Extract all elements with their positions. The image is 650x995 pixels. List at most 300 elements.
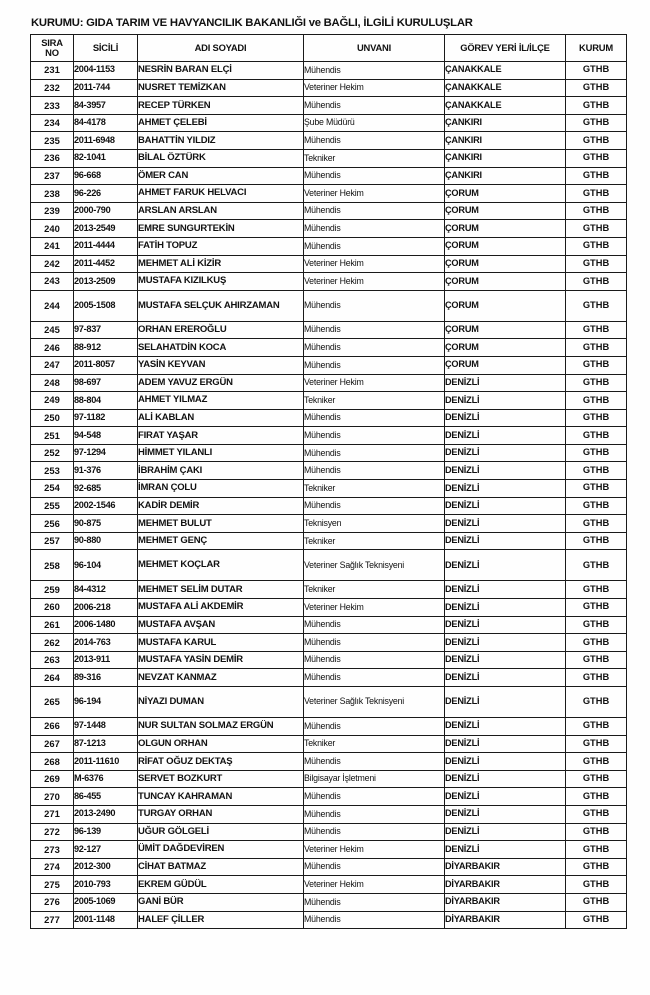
cell-kurum: GTHB xyxy=(566,532,627,550)
table-row xyxy=(31,202,627,220)
cell-sicili: 2006-218 xyxy=(74,599,138,617)
cell-gorev-yeri: DİYARBAKIR xyxy=(445,876,566,894)
column-header-unvani: UNVANI xyxy=(304,35,445,62)
table-row xyxy=(31,735,627,753)
cell-kurum: GTHB xyxy=(566,858,627,876)
cell-gorev-yeri: ÇANAKKALE xyxy=(445,97,566,115)
cell-kurum: GTHB xyxy=(566,634,627,652)
cell-adi-soyadi: RECEP TÜRKEN xyxy=(138,97,304,115)
cell-adi-soyadi: MUSTAFA KIZILKUŞ xyxy=(138,273,304,291)
cell-unvani: Veteriner Hekim xyxy=(304,374,445,392)
table-row xyxy=(31,718,627,736)
cell-adi-soyadi: MEHMET BULUT xyxy=(138,515,304,533)
cell-gorev-yeri: ÇORUM xyxy=(445,202,566,220)
cell-kurum: GTHB xyxy=(566,876,627,894)
cell-unvani: Tekniker xyxy=(304,581,445,599)
cell-sira-no: 234 xyxy=(31,114,74,132)
cell-sira-no: 252 xyxy=(31,444,74,462)
table-row xyxy=(31,132,627,150)
cell-kurum: GTHB xyxy=(566,753,627,771)
cell-kurum: GTHB xyxy=(566,599,627,617)
cell-unvani: Mühendis xyxy=(304,62,445,80)
cell-kurum: GTHB xyxy=(566,237,627,255)
cell-sicili: 89-316 xyxy=(74,669,138,687)
cell-adi-soyadi: SELAHATDİN KOCA xyxy=(138,339,304,357)
cell-kurum: GTHB xyxy=(566,167,627,185)
cell-adi-soyadi: TURGAY ORHAN xyxy=(138,805,304,823)
cell-sicili: 91-376 xyxy=(74,462,138,480)
cell-kurum: GTHB xyxy=(566,805,627,823)
cell-sicili: 2010-793 xyxy=(74,876,138,894)
cell-adi-soyadi: FATİH TOPUZ xyxy=(138,237,304,255)
table-row xyxy=(31,220,627,238)
cell-unvani: Veteriner Hekim xyxy=(304,599,445,617)
cell-sira-no: 239 xyxy=(31,202,74,220)
cell-unvani: Mühendis xyxy=(304,718,445,736)
cell-adi-soyadi: İBRAHİM ÇAKI xyxy=(138,462,304,480)
cell-sira-no: 258 xyxy=(31,550,74,581)
cell-gorev-yeri: DENİZLİ xyxy=(445,427,566,445)
cell-kurum: GTHB xyxy=(566,651,627,669)
cell-sicili: 97-1182 xyxy=(74,409,138,427)
cell-gorev-yeri: DENİZLİ xyxy=(445,480,566,498)
cell-sicili: 96-668 xyxy=(74,167,138,185)
cell-sira-no: 251 xyxy=(31,427,74,445)
cell-gorev-yeri: ÇORUM xyxy=(445,185,566,203)
table-row xyxy=(31,893,627,911)
cell-unvani: Şube Müdürü xyxy=(304,114,445,132)
cell-sira-no: 243 xyxy=(31,273,74,291)
cell-sira-no: 268 xyxy=(31,753,74,771)
cell-unvani: Mühendis xyxy=(304,753,445,771)
cell-unvani: Mühendis xyxy=(304,339,445,357)
page-title: KURUMU: GIDA TARIM VE HAVYANCILIK BAKANLIĞI ve BAĞLI, İLGİLİ KURULUŞLAR xyxy=(31,17,473,29)
table-row xyxy=(31,149,627,167)
cell-unvani: Tekniker xyxy=(304,149,445,167)
cell-sira-no: 232 xyxy=(31,79,74,97)
cell-sira-no: 273 xyxy=(31,841,74,859)
table-row xyxy=(31,876,627,894)
cell-unvani: Mühendis xyxy=(304,220,445,238)
cell-unvani: Veteriner Hekim xyxy=(304,841,445,859)
cell-gorev-yeri: DENİZLİ xyxy=(445,616,566,634)
cell-adi-soyadi: YASİN KEYVAN xyxy=(138,356,304,374)
table-row xyxy=(31,97,627,115)
cell-sicili: 84-3957 xyxy=(74,97,138,115)
cell-sicili: 86-455 xyxy=(74,788,138,806)
cell-gorev-yeri: DENİZLİ xyxy=(445,462,566,480)
cell-sira-no: 249 xyxy=(31,392,74,410)
cell-gorev-yeri: DENİZLİ xyxy=(445,841,566,859)
table-row xyxy=(31,599,627,617)
cell-unvani: Mühendis xyxy=(304,805,445,823)
cell-unvani: Mühendis xyxy=(304,651,445,669)
cell-gorev-yeri: DENİZLİ xyxy=(445,687,566,718)
cell-sira-no: 240 xyxy=(31,220,74,238)
cell-kurum: GTHB xyxy=(566,97,627,115)
cell-unvani: Mühendis xyxy=(304,616,445,634)
cell-sicili: 96-139 xyxy=(74,823,138,841)
cell-kurum: GTHB xyxy=(566,79,627,97)
cell-sicili: 2011-8057 xyxy=(74,356,138,374)
cell-gorev-yeri: DİYARBAKIR xyxy=(445,893,566,911)
cell-sicili: 90-875 xyxy=(74,515,138,533)
cell-unvani: Veteriner Hekim xyxy=(304,255,445,273)
table-row xyxy=(31,392,627,410)
cell-sicili: 88-804 xyxy=(74,392,138,410)
cell-kurum: GTHB xyxy=(566,669,627,687)
cell-sicili: 97-1294 xyxy=(74,444,138,462)
cell-gorev-yeri: DİYARBAKIR xyxy=(445,911,566,929)
cell-kurum: GTHB xyxy=(566,616,627,634)
cell-unvani: Mühendis xyxy=(304,444,445,462)
cell-adi-soyadi: MEHMET KOÇLAR xyxy=(138,550,304,581)
cell-unvani: Veteriner Hekim xyxy=(304,273,445,291)
table-row xyxy=(31,427,627,445)
table-row xyxy=(31,515,627,533)
cell-sicili: 2012-300 xyxy=(74,858,138,876)
cell-sira-no: 270 xyxy=(31,788,74,806)
cell-sicili: 96-194 xyxy=(74,687,138,718)
cell-adi-soyadi: ARSLAN ARSLAN xyxy=(138,202,304,220)
cell-kurum: GTHB xyxy=(566,788,627,806)
cell-sicili: 82-1041 xyxy=(74,149,138,167)
cell-gorev-yeri: DENİZLİ xyxy=(445,753,566,771)
table-row xyxy=(31,255,627,273)
cell-sira-no: 231 xyxy=(31,62,74,80)
cell-gorev-yeri: ÇANAKKALE xyxy=(445,62,566,80)
cell-kurum: GTHB xyxy=(566,497,627,515)
cell-adi-soyadi: RİFAT OĞUZ DEKTAŞ xyxy=(138,753,304,771)
cell-gorev-yeri: DENİZLİ xyxy=(445,770,566,788)
cell-unvani: Mühendis xyxy=(304,427,445,445)
cell-adi-soyadi: HALEF ÇİLLER xyxy=(138,911,304,929)
cell-gorev-yeri: DENİZLİ xyxy=(445,669,566,687)
cell-unvani: Mühendis xyxy=(304,858,445,876)
cell-sicili: 2011-4444 xyxy=(74,237,138,255)
table-row xyxy=(31,911,627,929)
table-row xyxy=(31,550,627,581)
cell-kurum: GTHB xyxy=(566,321,627,339)
cell-sira-no: 256 xyxy=(31,515,74,533)
cell-sicili: 2013-2490 xyxy=(74,805,138,823)
cell-sicili: 92-127 xyxy=(74,841,138,859)
cell-sicili: 96-104 xyxy=(74,550,138,581)
cell-unvani: Mühendis xyxy=(304,823,445,841)
table-row xyxy=(31,532,627,550)
table-row xyxy=(31,167,627,185)
cell-kurum: GTHB xyxy=(566,290,627,321)
cell-adi-soyadi: AHMET ÇELEBİ xyxy=(138,114,304,132)
cell-kurum: GTHB xyxy=(566,132,627,150)
cell-sira-no: 277 xyxy=(31,911,74,929)
cell-sicili: 97-1448 xyxy=(74,718,138,736)
cell-unvani: Mühendis xyxy=(304,409,445,427)
cell-sira-no: 242 xyxy=(31,255,74,273)
cell-adi-soyadi: NUSRET TEMİZKAN xyxy=(138,79,304,97)
cell-gorev-yeri: DENİZLİ xyxy=(445,805,566,823)
cell-adi-soyadi: NESRİN BARAN ELÇİ xyxy=(138,62,304,80)
table-row xyxy=(31,497,627,515)
cell-adi-soyadi: SERVET BOZKURT xyxy=(138,770,304,788)
cell-sicili: 2006-1480 xyxy=(74,616,138,634)
column-header-adi-soyadi: ADI SOYADI xyxy=(138,35,304,62)
column-header-sicili: SİCİLİ xyxy=(74,35,138,62)
cell-unvani: Bilgisayar İşletmeni xyxy=(304,770,445,788)
cell-kurum: GTHB xyxy=(566,62,627,80)
cell-gorev-yeri: DENİZLİ xyxy=(445,550,566,581)
cell-sira-no: 250 xyxy=(31,409,74,427)
cell-unvani: Tekniker xyxy=(304,532,445,550)
table-row xyxy=(31,753,627,771)
table-row xyxy=(31,788,627,806)
cell-unvani: Tekniker xyxy=(304,480,445,498)
cell-kurum: GTHB xyxy=(566,202,627,220)
cell-sira-no: 260 xyxy=(31,599,74,617)
cell-sira-no: 257 xyxy=(31,532,74,550)
cell-kurum: GTHB xyxy=(566,374,627,392)
cell-sira-no: 246 xyxy=(31,339,74,357)
table-row xyxy=(31,634,627,652)
cell-kurum: GTHB xyxy=(566,841,627,859)
table-row xyxy=(31,339,627,357)
cell-adi-soyadi: BAHATTİN YILDIZ xyxy=(138,132,304,150)
cell-sicili: 2011-744 xyxy=(74,79,138,97)
table-row xyxy=(31,79,627,97)
cell-kurum: GTHB xyxy=(566,444,627,462)
cell-gorev-yeri: DENİZLİ xyxy=(445,409,566,427)
cell-adi-soyadi: ÜMİT DAĞDEVİREN xyxy=(138,841,304,859)
column-header-gorev-yeri: GÖREV YERİ İL/İLÇE xyxy=(445,35,566,62)
cell-sicili: 98-697 xyxy=(74,374,138,392)
cell-gorev-yeri: DENİZLİ xyxy=(445,515,566,533)
cell-gorev-yeri: ÇORUM xyxy=(445,255,566,273)
cell-unvani: Mühendis xyxy=(304,634,445,652)
table-header xyxy=(31,35,627,62)
cell-adi-soyadi: MUSTAFA AVŞAN xyxy=(138,616,304,634)
table-row xyxy=(31,823,627,841)
cell-sira-no: 255 xyxy=(31,497,74,515)
cell-sira-no: 275 xyxy=(31,876,74,894)
cell-adi-soyadi: MUSTAFA KARUL xyxy=(138,634,304,652)
table-row xyxy=(31,273,627,291)
cell-adi-soyadi: MEHMET SELİM DUTAR xyxy=(138,581,304,599)
cell-sira-no: 253 xyxy=(31,462,74,480)
cell-sicili: 88-912 xyxy=(74,339,138,357)
cell-unvani: Mühendis xyxy=(304,497,445,515)
cell-adi-soyadi: EKREM GÜDÜL xyxy=(138,876,304,894)
table-row xyxy=(31,687,627,718)
cell-unvani: Mühendis xyxy=(304,462,445,480)
cell-unvani: Mühendis xyxy=(304,356,445,374)
table-row xyxy=(31,290,627,321)
cell-kurum: GTHB xyxy=(566,356,627,374)
cell-kurum: GTHB xyxy=(566,220,627,238)
table-row xyxy=(31,805,627,823)
cell-sira-no: 272 xyxy=(31,823,74,841)
cell-unvani: Mühendis xyxy=(304,911,445,929)
table-row xyxy=(31,62,627,80)
cell-adi-soyadi: TUNCAY KAHRAMAN xyxy=(138,788,304,806)
cell-adi-soyadi: ÖMER CAN xyxy=(138,167,304,185)
cell-kurum: GTHB xyxy=(566,409,627,427)
cell-gorev-yeri: ÇANAKKALE xyxy=(445,79,566,97)
cell-unvani: Veteriner Hekim xyxy=(304,876,445,894)
cell-sicili: 84-4312 xyxy=(74,581,138,599)
personnel-roster-table xyxy=(30,34,627,929)
cell-sicili: 2013-911 xyxy=(74,651,138,669)
cell-kurum: GTHB xyxy=(566,550,627,581)
cell-kurum: GTHB xyxy=(566,462,627,480)
cell-adi-soyadi: MEHMET ALİ KİZİR xyxy=(138,255,304,273)
cell-sira-no: 254 xyxy=(31,480,74,498)
cell-gorev-yeri: ÇORUM xyxy=(445,356,566,374)
cell-gorev-yeri: DENİZLİ xyxy=(445,718,566,736)
cell-kurum: GTHB xyxy=(566,893,627,911)
cell-unvani: Mühendis xyxy=(304,132,445,150)
cell-sicili: 2002-1546 xyxy=(74,497,138,515)
cell-sira-no: 247 xyxy=(31,356,74,374)
cell-sira-no: 244 xyxy=(31,290,74,321)
table-row xyxy=(31,841,627,859)
cell-sicili: 2000-790 xyxy=(74,202,138,220)
cell-gorev-yeri: DENİZLİ xyxy=(445,788,566,806)
cell-sira-no: 263 xyxy=(31,651,74,669)
table-row xyxy=(31,185,627,203)
cell-adi-soyadi: CİHAT BATMAZ xyxy=(138,858,304,876)
table-row xyxy=(31,651,627,669)
cell-sicili: 96-226 xyxy=(74,185,138,203)
cell-unvani: Teknisyen xyxy=(304,515,445,533)
cell-gorev-yeri: ÇORUM xyxy=(445,220,566,238)
cell-unvani: Mühendis xyxy=(304,290,445,321)
table-row xyxy=(31,669,627,687)
cell-kurum: GTHB xyxy=(566,581,627,599)
cell-kurum: GTHB xyxy=(566,735,627,753)
cell-sira-no: 269 xyxy=(31,770,74,788)
cell-kurum: GTHB xyxy=(566,339,627,357)
cell-adi-soyadi: İMRAN ÇOLU xyxy=(138,480,304,498)
cell-kurum: GTHB xyxy=(566,185,627,203)
cell-sira-no: 262 xyxy=(31,634,74,652)
cell-gorev-yeri: ÇORUM xyxy=(445,321,566,339)
cell-gorev-yeri: DENİZLİ xyxy=(445,735,566,753)
cell-unvani: Mühendis xyxy=(304,97,445,115)
table-row xyxy=(31,114,627,132)
cell-sicili: 94-548 xyxy=(74,427,138,445)
cell-unvani: Tekniker xyxy=(304,735,445,753)
cell-sicili: 2005-1508 xyxy=(74,290,138,321)
cell-sira-no: 276 xyxy=(31,893,74,911)
cell-kurum: GTHB xyxy=(566,255,627,273)
cell-unvani: Mühendis xyxy=(304,893,445,911)
cell-kurum: GTHB xyxy=(566,718,627,736)
cell-sicili: 2013-2509 xyxy=(74,273,138,291)
cell-adi-soyadi: ORHAN EREROĞLU xyxy=(138,321,304,339)
cell-gorev-yeri: ÇORUM xyxy=(445,237,566,255)
cell-kurum: GTHB xyxy=(566,687,627,718)
cell-gorev-yeri: ÇANKIRI xyxy=(445,132,566,150)
cell-gorev-yeri: ÇANKIRI xyxy=(445,167,566,185)
table-row xyxy=(31,480,627,498)
cell-gorev-yeri: DENİZLİ xyxy=(445,444,566,462)
cell-gorev-yeri: DENİZLİ xyxy=(445,651,566,669)
cell-gorev-yeri: ÇANKIRI xyxy=(445,149,566,167)
cell-adi-soyadi: HİMMET YILANLI xyxy=(138,444,304,462)
cell-sira-no: 266 xyxy=(31,718,74,736)
cell-sira-no: 236 xyxy=(31,149,74,167)
table-row xyxy=(31,858,627,876)
cell-unvani: Tekniker xyxy=(304,392,445,410)
cell-adi-soyadi: AHMET YILMAZ xyxy=(138,392,304,410)
cell-gorev-yeri: DENİZLİ xyxy=(445,497,566,515)
cell-gorev-yeri: ÇANKIRI xyxy=(445,114,566,132)
cell-sicili: 2011-11610 xyxy=(74,753,138,771)
cell-sira-no: 245 xyxy=(31,321,74,339)
cell-adi-soyadi: UĞUR GÖLGELİ xyxy=(138,823,304,841)
cell-kurum: GTHB xyxy=(566,114,627,132)
cell-kurum: GTHB xyxy=(566,427,627,445)
cell-unvani: Mühendis xyxy=(304,788,445,806)
cell-adi-soyadi: NUR SULTAN SOLMAZ ERGÜN xyxy=(138,718,304,736)
cell-kurum: GTHB xyxy=(566,823,627,841)
table-row xyxy=(31,409,627,427)
cell-sicili: 2014-763 xyxy=(74,634,138,652)
cell-kurum: GTHB xyxy=(566,149,627,167)
cell-adi-soyadi: AHMET FARUK HELVACI xyxy=(138,185,304,203)
cell-sicili: 84-4178 xyxy=(74,114,138,132)
cell-unvani: Mühendis xyxy=(304,167,445,185)
cell-adi-soyadi: ALİ KABLAN xyxy=(138,409,304,427)
cell-sira-no: 265 xyxy=(31,687,74,718)
cell-sira-no: 261 xyxy=(31,616,74,634)
table-row xyxy=(31,356,627,374)
cell-unvani: Veteriner Sağlık Teknisyeni xyxy=(304,687,445,718)
cell-unvani: Veteriner Sağlık Teknisyeni xyxy=(304,550,445,581)
cell-adi-soyadi: MEHMET GENÇ xyxy=(138,532,304,550)
cell-gorev-yeri: ÇORUM xyxy=(445,339,566,357)
cell-adi-soyadi: EMRE SUNGURTEKİN xyxy=(138,220,304,238)
cell-kurum: GTHB xyxy=(566,273,627,291)
column-header-kurum: KURUM xyxy=(566,35,627,62)
cell-sicili: 97-837 xyxy=(74,321,138,339)
cell-sicili: 2001-1148 xyxy=(74,911,138,929)
cell-kurum: GTHB xyxy=(566,392,627,410)
cell-sicili: 90-880 xyxy=(74,532,138,550)
table-row xyxy=(31,237,627,255)
cell-adi-soyadi: GANİ BÜR xyxy=(138,893,304,911)
cell-unvani: Veteriner Hekim xyxy=(304,79,445,97)
cell-sicili: 2004-1153 xyxy=(74,62,138,80)
cell-adi-soyadi: ADEM YAVUZ ERGÜN xyxy=(138,374,304,392)
cell-gorev-yeri: DENİZLİ xyxy=(445,599,566,617)
cell-unvani: Mühendis xyxy=(304,202,445,220)
cell-sira-no: 264 xyxy=(31,669,74,687)
cell-sira-no: 259 xyxy=(31,581,74,599)
cell-adi-soyadi: BİLAL ÖZTÜRK xyxy=(138,149,304,167)
cell-adi-soyadi: OLGUN ORHAN xyxy=(138,735,304,753)
cell-gorev-yeri: DENİZLİ xyxy=(445,532,566,550)
cell-sira-no: 274 xyxy=(31,858,74,876)
table-row xyxy=(31,581,627,599)
table-header-row xyxy=(31,35,627,62)
table-row xyxy=(31,616,627,634)
cell-sicili: M-6376 xyxy=(74,770,138,788)
cell-gorev-yeri: ÇORUM xyxy=(445,273,566,291)
cell-sicili: 2011-6948 xyxy=(74,132,138,150)
cell-sicili: 2013-2549 xyxy=(74,220,138,238)
cell-gorev-yeri: ÇORUM xyxy=(445,290,566,321)
